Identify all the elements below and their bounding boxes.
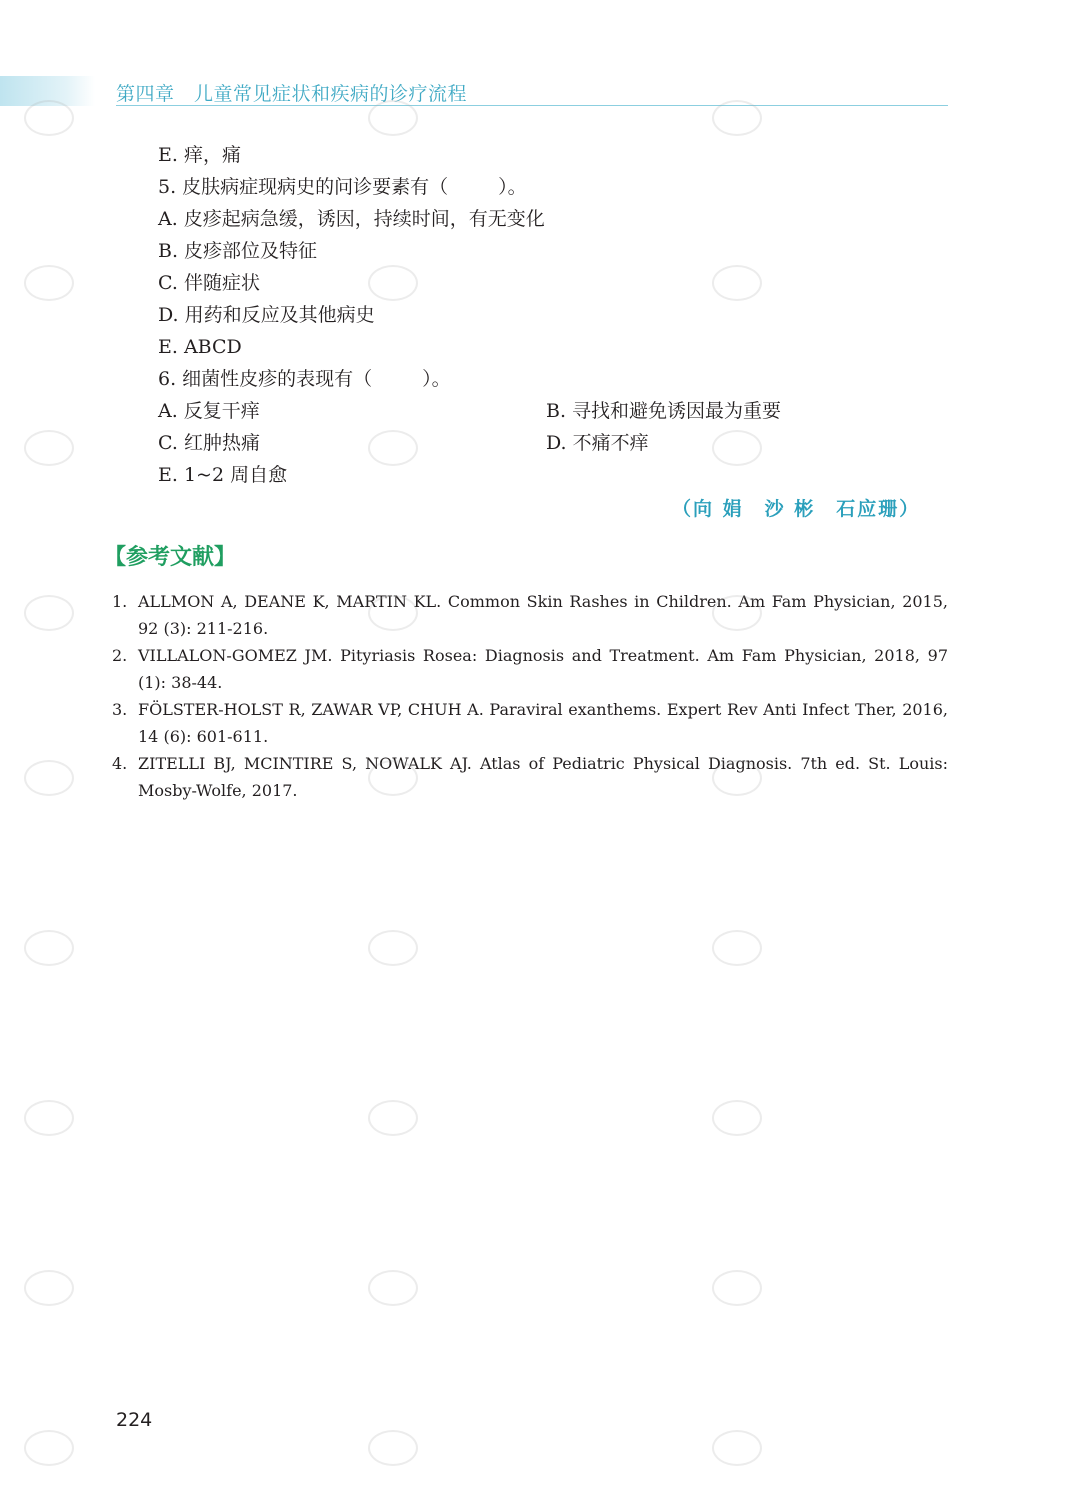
option-a-q5: A. 皮疹起病急缓，诱因，持续时间，有无变化 — [158, 208, 545, 230]
option-e-q5: E. ABCD — [158, 336, 242, 358]
reference-text: ALLMON A, DEANE K, MARTIN KL. Common Skin Rashes in Children. Am Fam Physician, 2015, 92 (3): 211-216. — [138, 592, 948, 638]
reference-text: FÖLSTER-HOLST R, ZAWAR VP, CHUH A. Paraviral exanthems. Expert Rev Anti Infect Ther, 2016, 14 (6): 601-611. — [138, 700, 948, 746]
reference-number: 4. — [112, 754, 128, 773]
reference-item — [112, 750, 948, 804]
watermark-logo-icon — [24, 595, 74, 631]
question-5-text: 5. 皮肤病症现病史的问诊要素有（ — [158, 176, 449, 198]
option-e-q4: E. 痒，痛 — [158, 144, 241, 166]
watermark-logo-icon — [368, 1430, 418, 1466]
reference-item — [112, 642, 948, 696]
option-c-q5: C. 伴随症状 — [158, 272, 260, 294]
reference-number: 2. — [112, 646, 128, 665]
watermark-logo-icon — [24, 930, 74, 966]
question-6 — [158, 367, 451, 391]
watermark-logo-icon — [24, 265, 74, 301]
references-list — [112, 588, 948, 804]
watermark-logo-icon — [24, 760, 74, 796]
watermark-logo-icon — [368, 430, 418, 466]
watermark-logo-icon — [712, 430, 762, 466]
option-d-q6: D. 不痛不痒 — [546, 432, 649, 454]
reference-text: VILLALON-GOMEZ JM. Pityriasis Rosea: Diagnosis and Treatment. Am Fam Physician, 2018, 97 (1): 38-44. — [138, 646, 948, 692]
reference-text: ZITELLI BJ, MCINTIRE S, NOWALK AJ. Atlas of Pediatric Physical Diagnosis. 7th ed. St. Louis: Mosby-Wolfe, 2017. — [138, 754, 948, 800]
reference-number: 1. — [112, 592, 128, 611]
watermark-logo-icon — [368, 265, 418, 301]
reference-item — [112, 588, 948, 642]
watermark-logo-icon — [24, 1270, 74, 1306]
watermark-logo-icon — [368, 1270, 418, 1306]
watermark-logo-icon — [24, 430, 74, 466]
option-b-q6: B. 寻找和避免诱因最为重要 — [546, 400, 782, 422]
chapter-header-title: 第四章 儿童常见症状和疾病的诊疗流程 — [116, 83, 468, 105]
question-6-close: ）。 — [422, 368, 451, 390]
watermark-logo-icon — [712, 1270, 762, 1306]
option-c-q6: C. 红肿热痛 — [158, 432, 260, 454]
reference-number: 3. — [112, 700, 128, 719]
page-number: 224 — [116, 1409, 153, 1431]
option-b-q5: B. 皮疹部位及特征 — [158, 240, 318, 262]
header-rule — [116, 105, 948, 106]
question-5-close: ）。 — [498, 176, 527, 198]
watermark-logo-icon — [712, 930, 762, 966]
watermark-logo-icon — [712, 1100, 762, 1136]
watermark-logo-icon — [712, 1430, 762, 1466]
watermark-logo-icon — [368, 930, 418, 966]
option-e-q6: E. 1~2 周自愈 — [158, 464, 288, 486]
watermark-logo-icon — [24, 1100, 74, 1136]
option-a-q6: A. 反复干痒 — [158, 400, 260, 422]
question-5 — [158, 175, 527, 199]
header-band — [0, 76, 95, 106]
watermark-logo-icon — [368, 1100, 418, 1136]
authors-credit: （向 娟 沙 彬 石应珊） — [672, 498, 921, 520]
watermark-logo-icon — [24, 1430, 74, 1466]
references-heading: 【参考文献】 — [104, 545, 237, 570]
option-d-q5: D. 用药和反应及其他病史 — [158, 304, 375, 326]
reference-item — [112, 696, 948, 750]
question-6-text: 6. 细菌性皮疹的表现有（ — [158, 368, 373, 390]
watermark-logo-icon — [712, 265, 762, 301]
